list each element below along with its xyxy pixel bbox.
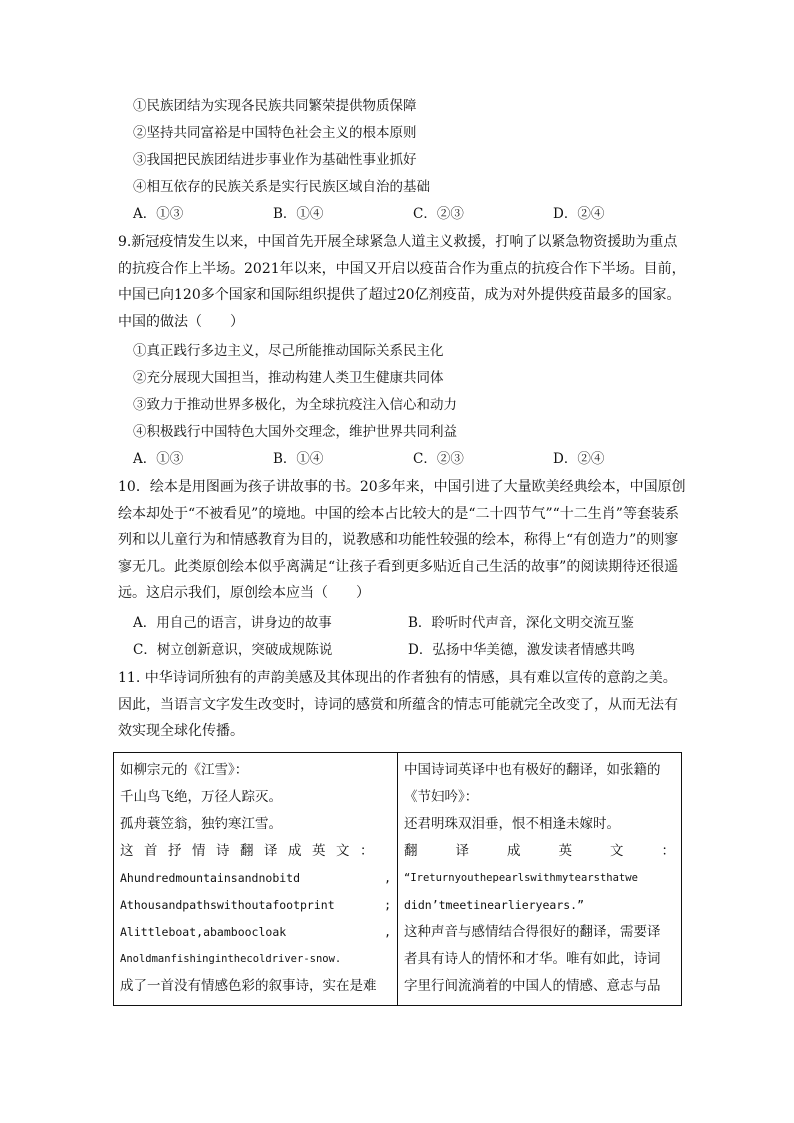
q10-option-c: C．树立创新意识，突破成规陈说 [133,642,333,658]
table-right-cell [404,757,713,1000]
q8-option-b: B．①④ [273,206,324,222]
q9-option-d: D．②④ [553,451,605,467]
english-text: Alittleboat,abamboocloak [120,925,287,939]
right-line-1: 中国诗词英译中也有极好的翻译，如张籍的 [404,762,661,778]
right-line-8: 者具有诗人的情怀和才华。唯有如此，诗词 [404,951,661,967]
q8-statement-3: ③我国把民族团结进步事业作为基础性事业抓好 [133,152,417,168]
q9-statement-1: ①真正践行多边主义，尽己所能推动国际关系民主化 [133,343,444,359]
poetry-translation-table [113,752,713,1006]
right-line-9: 字里行间流淌着的中国人的情感、意志与品 [404,978,661,994]
left-english-line-1 [120,865,391,892]
right-line-4: 翻译成英文： [404,843,713,859]
q8-statement-2: ②坚持共同富裕是中国特色社会主义的根本原则 [133,125,417,141]
q11-stem: 11. 中华诗词所独有的声韵美感及其体现出的作者独有的情感，具有难以宣传的意韵之美。因此，当语言文字发生改变时，诗词的感赏和所蕴含的情志可能就完全改变了，从而无法有效实现全球化传播。 [118,670,678,740]
q10-option-a: A．用自己的语言，讲身边的故事 [133,615,332,631]
left-line-2: 千山鸟飞绝，万径人踪灭。 [120,789,282,805]
q10-option-d: D．弘扬中华美德，激发读者情感共鸣 [408,642,635,658]
english-text: Ahundredmountainsandnobitd [120,871,301,885]
q9-option-b: B．①④ [273,451,324,467]
right-line-2: 《节妇吟》： [404,789,479,805]
english-text: Athousandpathswithoutafootprint [120,898,335,912]
right-line-7: 这种声音与感情结合得很好的翻译，需要译 [404,924,661,940]
right-english-line-2: didn’tmeetinearlieryears.” [404,898,585,912]
q8-statement-1: ①民族团结为实现各民族共同繁荣提供物质保障 [133,98,417,114]
english-punct: , [384,871,391,885]
left-line-3: 孤舟蓑笠翁，独钓寒江雪。 [120,816,282,832]
left-english-line-2 [120,892,391,919]
right-line-3: 还君明珠双泪垂，恨不相逢未嫁时。 [404,816,620,832]
q8-option-d: D．②④ [553,206,605,222]
q9-statement-2: ②充分展现大国担当，推动构建人类卫生健康共同体 [133,370,444,386]
left-line-9: 成了一首没有情感色彩的叙事诗，实在是难 [120,978,377,994]
q9-statement-3: ③致力于推动世界多极化，为全球抗疫注入信心和动力 [133,397,457,413]
table-left-cell [120,757,391,1000]
q9-stem: 9.新冠疫情发生以来，中国首先开展全球紧急人道主义救援，打响了以紧急物资援助为重点的抗疫合作上半场。2021年以来，中国又开启以疫苗合作为重点的抗疫合作下半场。目前，中国已向120多个国家和国际组织提供了超过20亿剂疫苗，成为对外提供疫苗最多的国家。中国的做法（ ） [118,234,686,330]
q8-option-c: C．②③ [413,206,464,222]
right-english-line-1: “Ireturnyouthepearlswithmytearsthatwe [404,872,638,884]
q10-option-b: B．聆听时代声音，深化文明交流互鉴 [408,615,634,631]
english-punct: ; [384,898,391,912]
left-english-line-3 [120,919,391,946]
left-line-4: 这首抒情诗翻译成英文： [120,843,384,859]
q9-option-a: A．①③ [133,451,184,467]
q8-statement-4: ④相互依存的民族关系是实行民族区域自治的基础 [133,179,430,195]
q8-option-a: A．①③ [133,206,184,222]
left-english-line-4: Anoldmanfishinginthecoldriver-snow. [120,953,342,965]
q9-statement-4: ④积极践行中国特色大国外交理念，维护世界共同利益 [133,424,457,440]
english-punct: , [384,925,391,939]
q10-stem: 10．绘本是用图画为孩子讲故事的书。20多年来，中国引进了大量欧美经典绘本，中国原创绘本却处于“不被看见”的境地。中国的绘本占比较大的是“二十四节气”“十二生肖”等套装系列和以儿童行为和情感教育为目的，说教感和功能性较强的绘本，称得上“有创造力”的则寥寥无几。此类原创绘本似乎离满足“让孩子看到更多贴近自己生活的故事”的阅读期待还很遥远。这启示我们，原创绘本应当（ ） [118,479,686,602]
left-line-1: 如柳宗元的《江雪》： [120,762,249,778]
q9-option-c: C．②③ [413,451,464,467]
table-column-divider [397,753,398,1005]
